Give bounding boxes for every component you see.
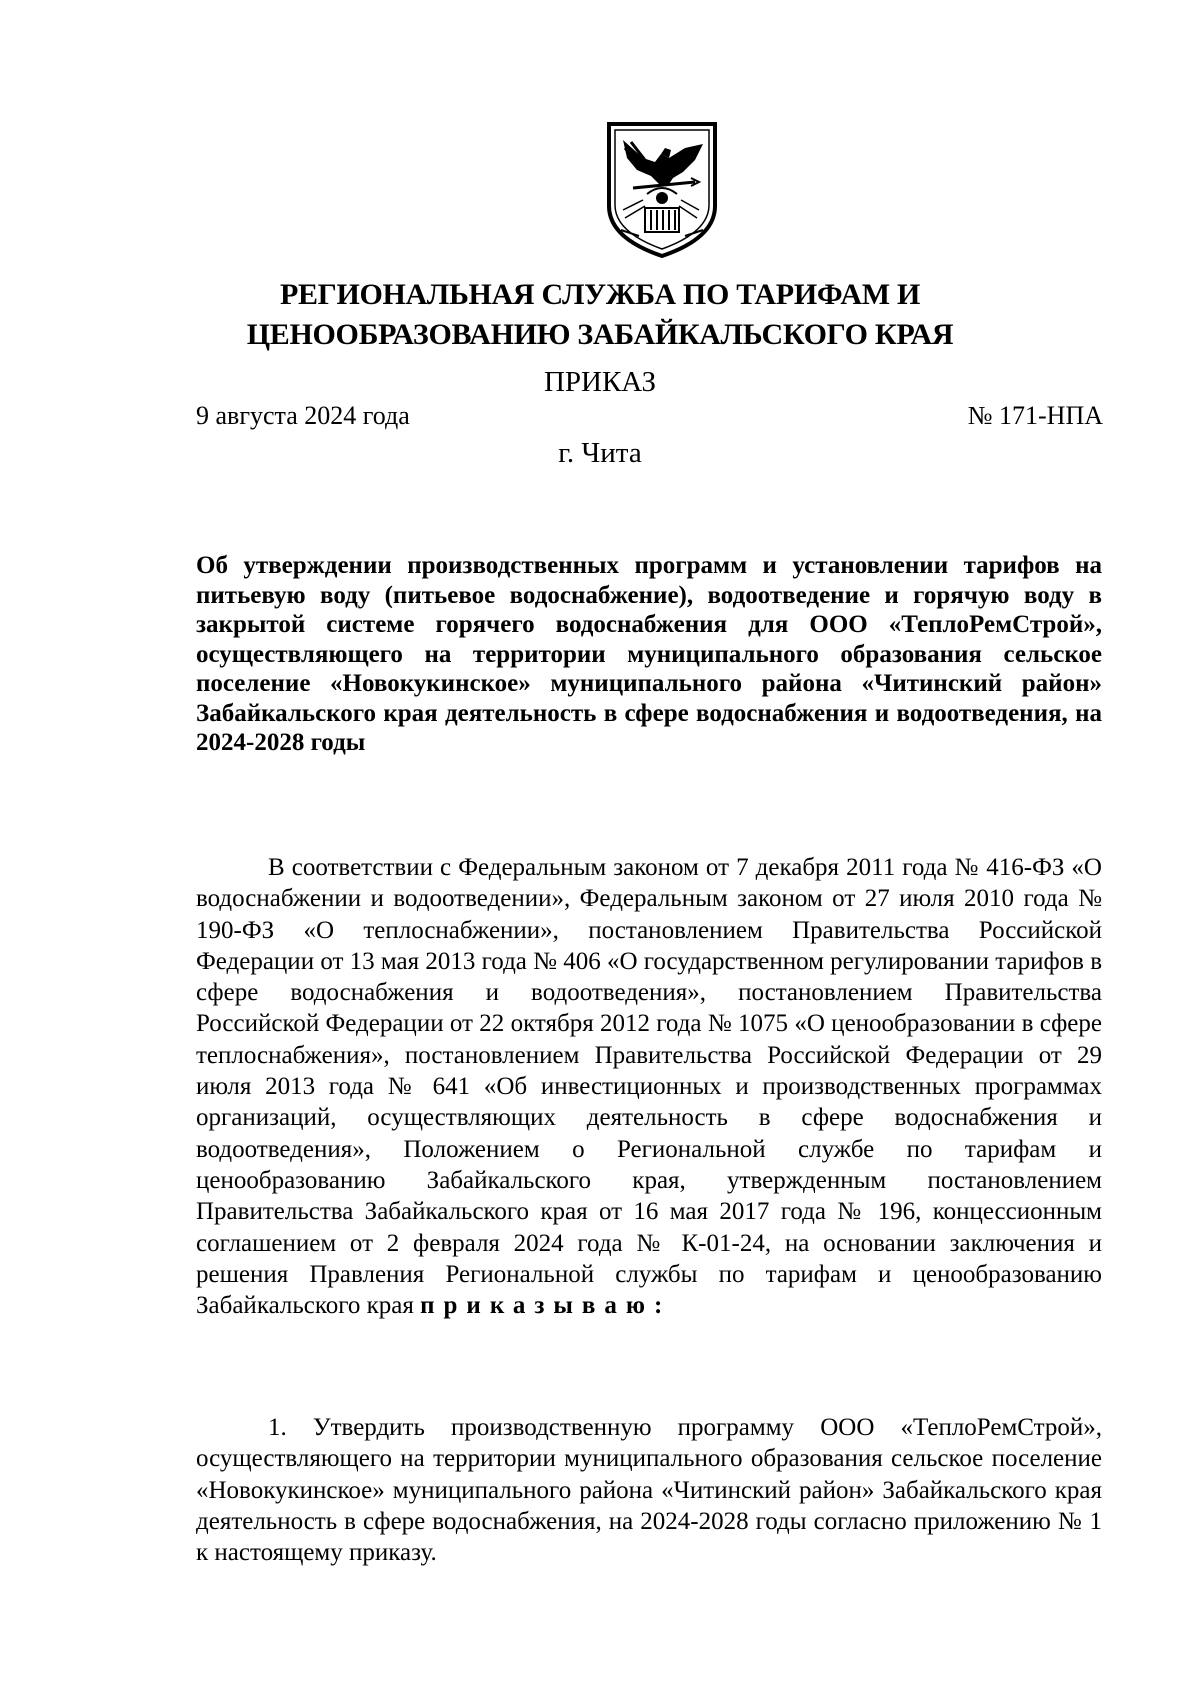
organization-title-line2: ЦЕНООБРАЗОВАНИЮ ЗАБАЙКАЛЬСКОГО КРАЯ: [246, 318, 954, 351]
organization-title: [200, 275, 1000, 355]
document-type: ПРИКАЗ: [543, 366, 657, 398]
document-city: г. Чита: [558, 437, 642, 469]
document-number: № 171-НПА: [967, 401, 1103, 430]
organization-title-line1: РЕГИОНАЛЬНАЯ СЛУЖБА ПО ТАРИФАМ И: [279, 278, 921, 311]
coat-of-arms-icon: [603, 118, 721, 260]
preamble-text: В соответствии с Федеральным законом от 7 декабря 2011 года № 416-ФЗ «О водоснабжении и водоотведении», Федеральным законом от 27 июля 2010 года № 190-ФЗ «О теплоснабжении», постановлением Правительства Российской Федерации от 13 мая 2013 года № 406 «О государственном регулировании тарифов в сфере водоснабжения и водоотведения», постановлением Правительства Российской Федерации от 22 октября 2012 года № 1075 «О ценообразовании в сфере теплоснабжения», постановлением Правительства Российской Федерации от 29 июля 2013 года № 641 «Об инвестиционных и производственных программах организаций, осуществляющих деятельность в сфере водоснабжения и водоотведения», Положением о Региональной службе по тарифам и ценообразованию Забайкальского края, утвержденным постановлением Правительства Забайкальского края от 16 мая 2017 года № 196, концессионным соглашением от 2 февраля 2024 года № К-01-24, на основании заключения и решения Правления Региональной службы по тарифам и ценообразованию Забайкальского края: [196, 854, 1103, 1320]
clause-1: 1. Утвердить производственную программу ООО «ТеплоРемСтрой», осуществляющего на территории муниципального образования сельское поселение «Новокукинское» муниципального района «Читинский район» Забайкальского края деятельность в сфере водоснабжения, на 2024-2028 годы согласно приложению № 1 к настоящему приказу.: [196, 1414, 1102, 1567]
preamble-paragraph: [196, 852, 1102, 1321]
document-subject: Об утверждении производственных программ и установлении тарифов на питьевую воду (питьевое водоснабжение), водоотведение и горячую воду в закрытой системе горячего водоснабжения для ООО «ТеплоРемСтрой», осуществляющего на территории муниципального образования сельское поселение «Новокукинское» муниципального района «Читинский район» Забайкальского края деятельность в сфере водоснабжения и водоотведения, на 2024-2028 годы: [196, 552, 1102, 756]
order-word: приказываю:: [420, 1292, 672, 1320]
document-date: 9 августа 2024 года: [196, 401, 410, 430]
